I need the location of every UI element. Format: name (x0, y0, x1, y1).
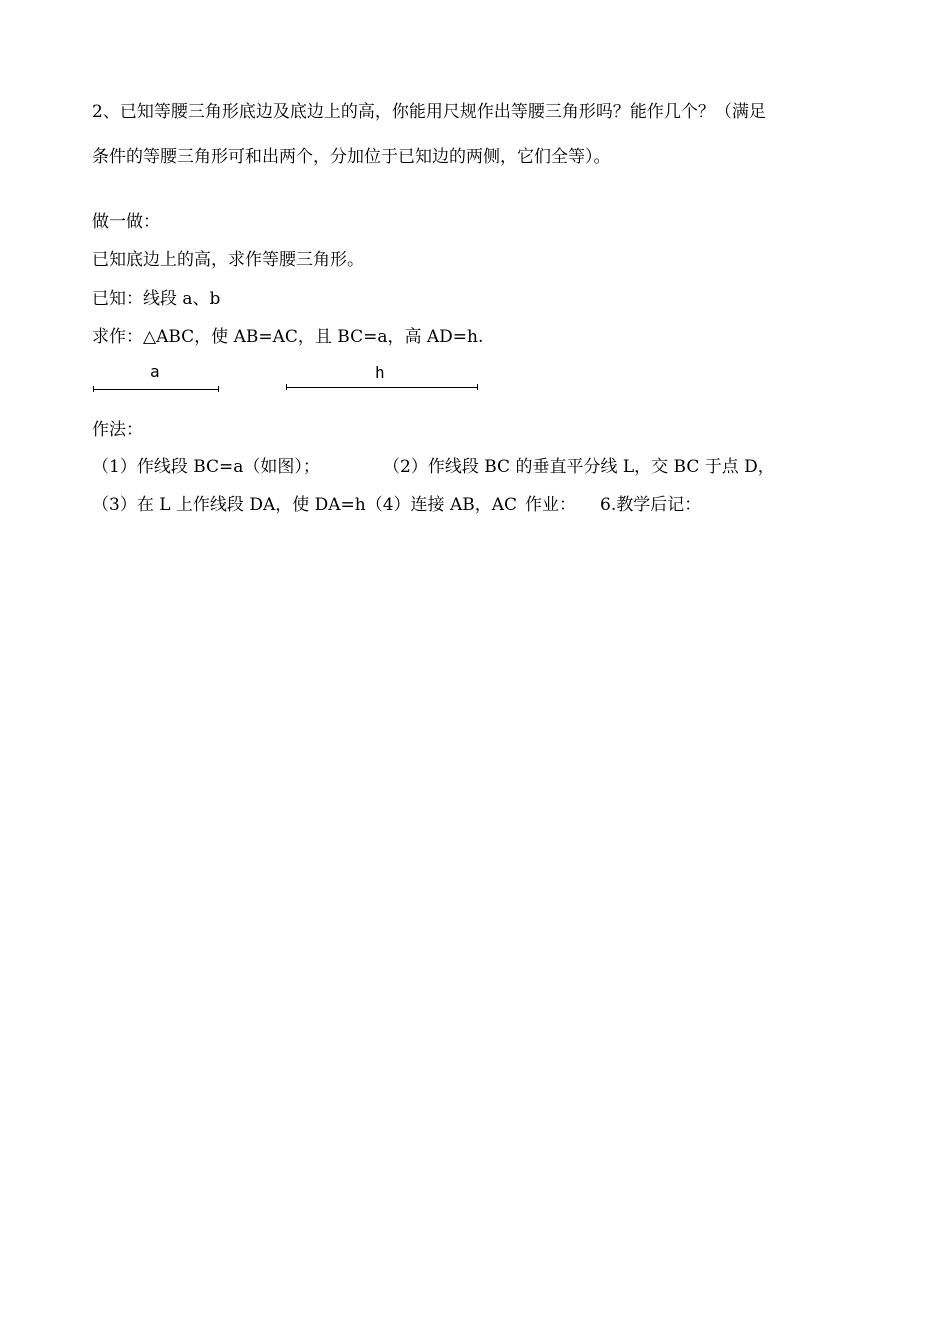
method-step-3: （3）在 L 上作线段 DA，使 DA=h（4）连接 AB，AC (92, 495, 517, 515)
activity-heading: 做一做： (92, 212, 160, 232)
activity-construct: 求作：△ABC，使 AB=AC，且 BC=a，高 AD=h. (92, 327, 484, 347)
reflection-label: 6.教学后记： (600, 495, 702, 515)
segment-h (286, 387, 478, 388)
activity-task: 已知底边上的高，求作等腰三角形。 (92, 250, 364, 270)
segment-h-label: h (375, 363, 385, 382)
method-heading: 作法： (92, 420, 143, 440)
segment-a-label: a (150, 362, 160, 381)
activity-given: 已知：线段 a、b (92, 289, 221, 309)
question-line-2: 条件的等腰三角形可和出两个，分加位于已知边的两侧，它们全等）。 (92, 147, 611, 167)
method-step-2: （2）作线段 BC 的垂直平分线 L，交 BC 于点 D， (383, 457, 775, 477)
question-line-1: 2、已知等腰三角形底边及底边上的高，你能用尺规作出等腰三角形吗？能作几个？（满足 (92, 102, 766, 122)
homework-label: 作业： (525, 495, 576, 515)
method-step-1: （1）作线段 BC=a（如图）； (92, 457, 320, 477)
segment-a (93, 389, 219, 390)
